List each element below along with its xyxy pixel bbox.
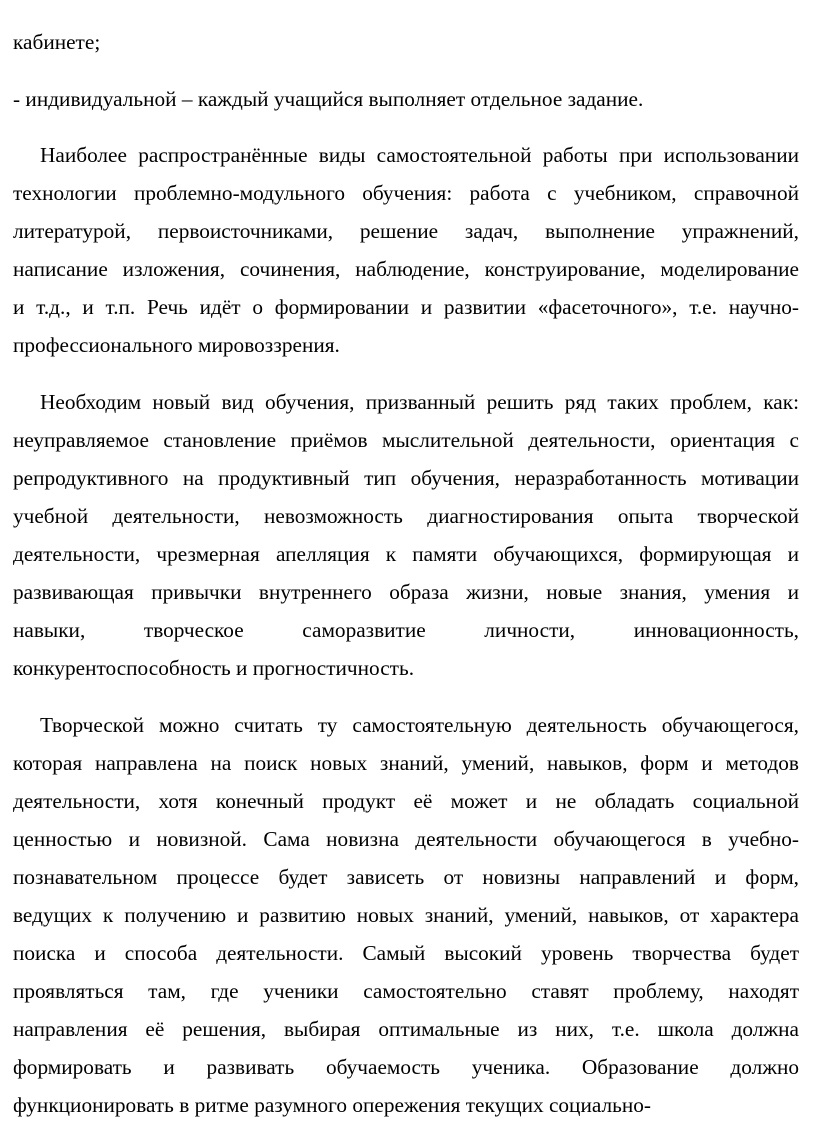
text-line: которая направлена на поиск новых знаний, умений, навыков, форм и методов [13,751,799,775]
text-line: репродуктивного на продуктивный тип обучения, неразработанность мотивации [13,466,799,490]
text-line: ценностью и новизной. Сама новизна деятельности обучающегося в учебно- [13,827,799,851]
text-line: - индивидуальной – каждый учащийся выполняет отдельное задание. [13,87,644,111]
text-line: познавательном процессе будет зависеть от новизны направлений и форм, [13,865,799,889]
text-line: технологии проблемно-модульного обучения: работа с учебником, справочной [13,181,799,205]
text-line: навыки, творческое саморазвитие личности, инновационность, [13,618,799,642]
text-line: проявляться там, где ученики самостоятельно ставят проблему, находят [13,979,799,1003]
paragraph-first-line: Творческой можно считать ту самостоятельную деятельность обучающегося, [40,713,799,737]
text-line: деятельности, хотя конечный продукт её может и не обладать социальной [13,789,799,813]
text-line: направления её решения, выбирая оптимальные из них, т.е. школа должна [13,1017,799,1041]
text-line: формировать и развивать обучаемость ученика. Образование должно [13,1055,799,1079]
paragraph-last-line: конкурентоспособность и прогностичность. [13,656,415,680]
text-line: и т.д., и т.п. Речь идёт о формировании и развитии «фасеточного», т.е. научно- [13,295,799,319]
text-line: кабинете; [13,30,101,54]
paragraph-first-line: Наиболее распространённые виды самостоятельной работы при использовании [40,143,799,167]
text-line: функционировать в ритме разумного опережения текущих социально- [13,1093,651,1117]
text-line: написание изложения, сочинения, наблюдение, конструирование, моделирование [13,257,799,281]
text-line: учебной деятельности, невозможность диагностирования опыта творческой [13,504,799,528]
text-line: неуправляемое становление приёмов мыслительной деятельности, ориентация с [13,428,799,452]
paragraph-first-line: Необходим новый вид обучения, призванный решить ряд таких проблем, как: [40,390,799,414]
paragraph-last-line: профессионального мировоззрения. [13,333,340,357]
text-line: ведущих к получению и развитию новых знаний, умений, навыков, от характера [13,903,799,927]
text-line: литературой, первоисточниками, решение задач, выполнение упражнений, [13,219,799,243]
text-line: развивающая привычки внутреннего образа жизни, новые знания, умения и [13,580,799,604]
text-line: поиска и способа деятельности. Самый высокий уровень творчества будет [13,941,799,965]
text-line: деятельности, чрезмерная апелляция к памяти обучающихся, формирующая и [13,542,799,566]
